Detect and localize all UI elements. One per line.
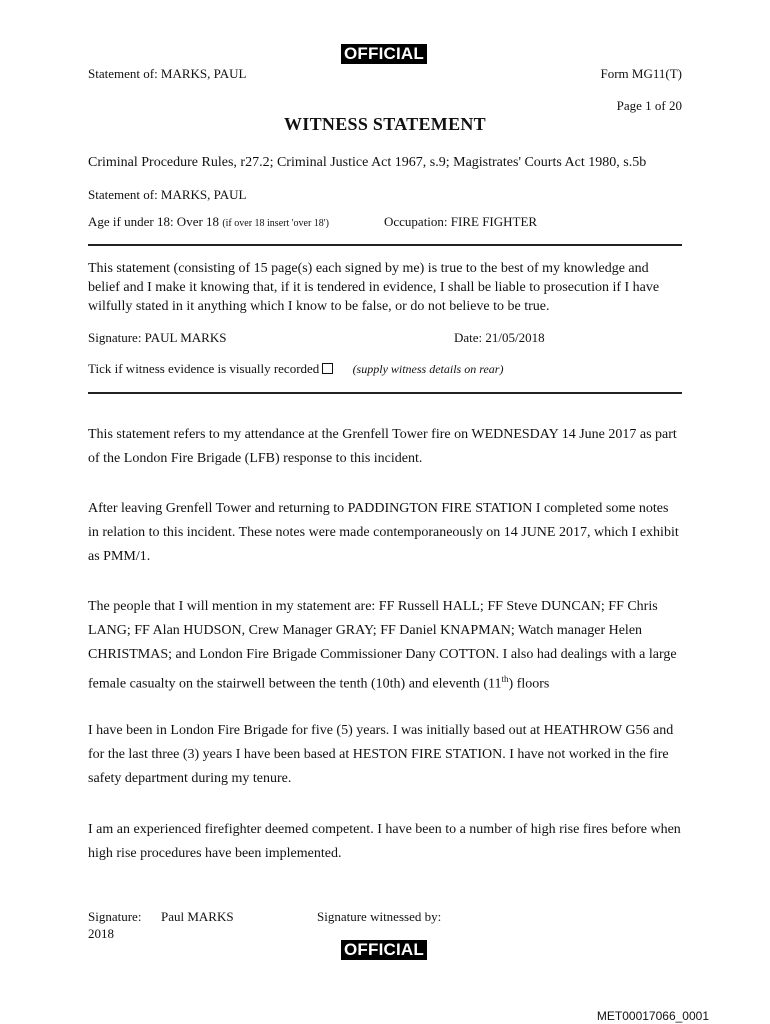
divider-top bbox=[88, 244, 682, 246]
paragraph-attendance: This statement refers to my attendance at the Grenfell Tower fire on WEDNESDAY 14 June 2017 as part of the London Fire Brigade (LFB) response to this incident. bbox=[88, 427, 677, 466]
document-title: WITNESS STATEMENT bbox=[284, 114, 486, 134]
occupation-field: Occupation: FIRE FIGHTER bbox=[384, 214, 538, 229]
paragraph-people bbox=[88, 595, 682, 697]
footer-signature-label: Signature: bbox=[88, 909, 142, 924]
header-statement-of: Statement of: MARKS, PAUL bbox=[88, 66, 247, 81]
legal-reference: Criminal Procedure Rules, r27.2; Criminal Justice Act 1967, s.9; Magistrates' Courts Act 1980, s.5b bbox=[88, 155, 647, 170]
signature-witnessed: Signature witnessed by: bbox=[317, 909, 442, 924]
document-reference: MET00017066_0001 bbox=[596, 1009, 709, 1023]
date-line: Date: 21/05/2018 bbox=[454, 330, 545, 345]
footer-signature-name: Paul MARKS bbox=[161, 909, 234, 924]
tick-line bbox=[88, 361, 503, 377]
official-stamp-bottom: OFFICIAL bbox=[341, 940, 427, 960]
age-hint: (if over 18 insert 'over 18') bbox=[222, 218, 329, 229]
age-label: Age if under 18: Over 18 bbox=[88, 214, 220, 229]
ordinal-suffix: th bbox=[501, 674, 509, 684]
declaration-text: This statement (consisting of 15 page(s) each signed by me) is true to the best of my knowledge and belief and I make it knowing that, if it is tendered in evidence, I shall be liable to prosecution if I have wilfully stated in it anything which I know to be false, or do not believe to be true. bbox=[88, 261, 660, 314]
divider-bottom bbox=[88, 392, 682, 394]
statement-of: Statement of: MARKS, PAUL bbox=[88, 187, 247, 202]
paragraph-experience: I am an experienced firefighter deemed competent. I have been to a number of high rise fires before when high rise procedures have been implemented. bbox=[88, 822, 681, 861]
visual-record-checkbox[interactable] bbox=[322, 363, 333, 374]
tick-label: Tick if witness evidence is visually recorded bbox=[88, 361, 320, 376]
people-text-end: ) floors bbox=[508, 676, 550, 692]
tick-note: (supply witness details on rear) bbox=[352, 362, 504, 376]
page-number: Page 1 of 20 bbox=[616, 98, 682, 113]
form-number: Form MG11(T) bbox=[600, 66, 682, 81]
signature-line: Signature: PAUL MARKS bbox=[88, 330, 227, 345]
paragraph-service: I have been in London Fire Brigade for five (5) years. I was initially based out at HEATHROW G56 and for the last three (3) years I have been based at HESTON FIRE STATION. I have not worked in the fire safety department during my tenure. bbox=[88, 723, 674, 786]
age-field bbox=[88, 214, 329, 230]
official-stamp-top: OFFICIAL bbox=[341, 44, 427, 64]
footer-year: 2018 bbox=[88, 926, 114, 941]
people-text: The people that I will mention in my statement are: FF Russell HALL; FF Steve DUNCAN; FF Chris LANG; FF Alan HUDSON, Crew Manager GRAY; FF Daniel KNAPMAN; Watch manager Helen CHRISTMAS; and London Fire Brigade Commissioner Dany COTTON. I also had dealings with a large female casualty on the stairwell between the tenth (10th) and eleventh (11 bbox=[88, 599, 677, 692]
paragraph-notes: After leaving Grenfell Tower and returning to PADDINGTON FIRE STATION I completed some notes in relation to this incident. These notes were made contemporaneously on 14 JUNE 2017, which I exhibit as PMM/1. bbox=[88, 501, 679, 564]
